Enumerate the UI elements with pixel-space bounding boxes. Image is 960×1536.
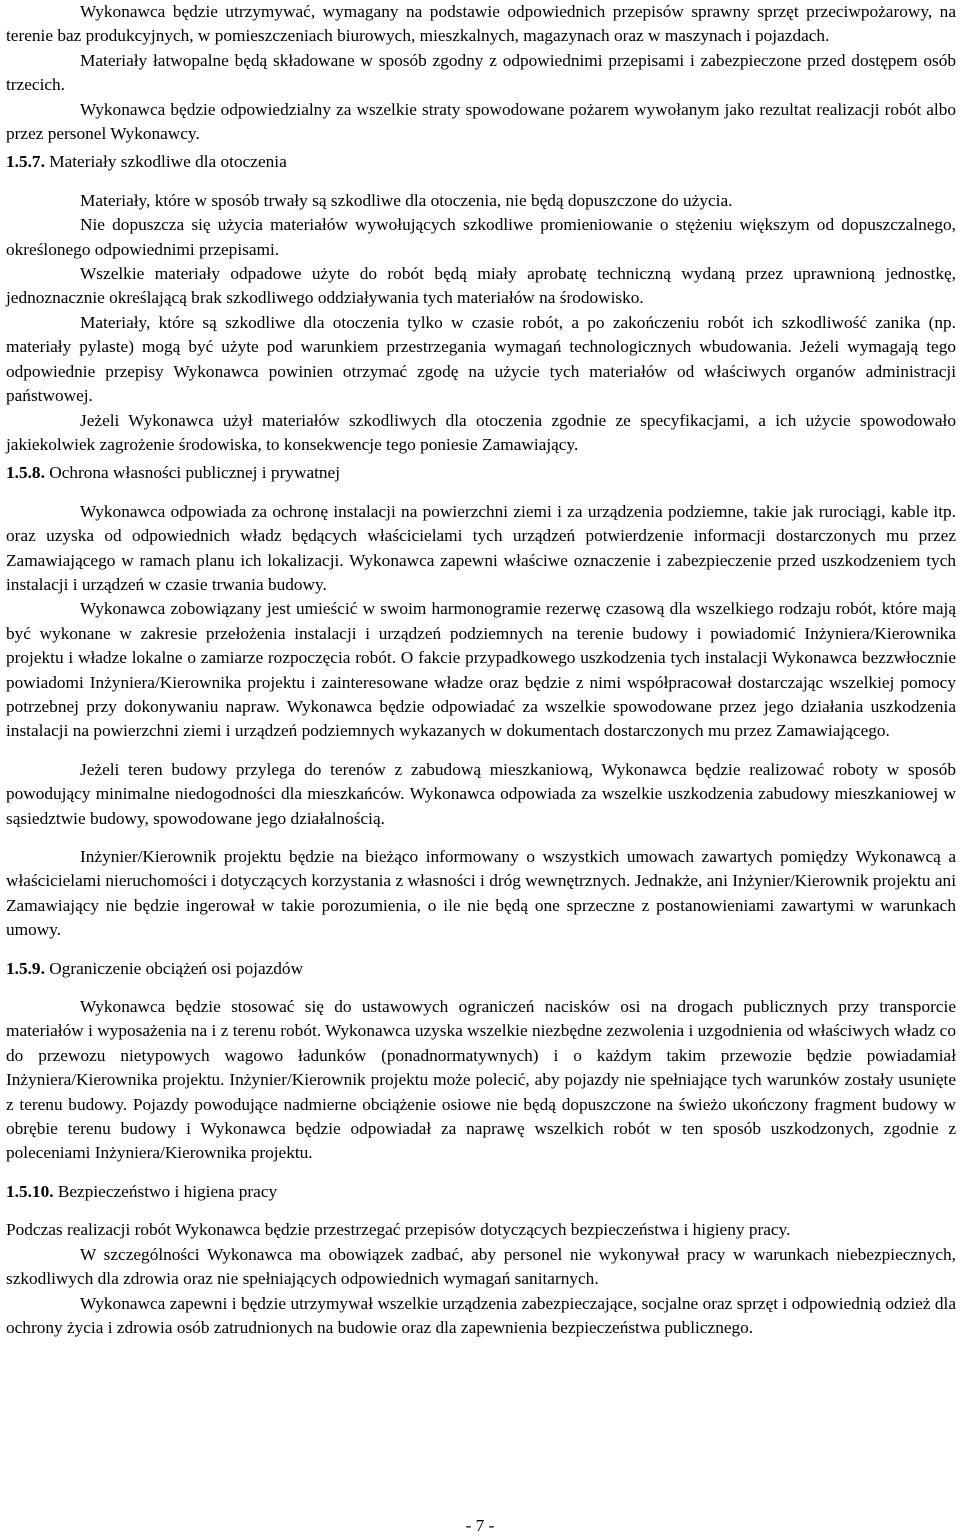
paragraph: Wykonawca będzie utrzymywać, wymagany na podstawie odpowiednich przepisów sprawny sprzęt przeciwpożarowy, na terenie baz produkcyjnych, w pomieszczeniach biurowych, mieszkalnych, magazynach oraz w maszynach i pojazdach. bbox=[6, 2, 956, 46]
paragraph: W szczególności Wykonawca ma obowiązek zadbać, aby personel nie wykonywał pracy w warunkach niebezpiecznych, szkodliwych dla zdrowia oraz nie spełniających odpowiednich wymagań sanitarnych. bbox=[6, 1244, 956, 1289]
section-title: Bezpieczeństwo i higiena pracy bbox=[57, 1181, 278, 1201]
section-number: 1.5.8. bbox=[6, 463, 45, 483]
section-title: Materiały szkodliwe dla otoczenia bbox=[49, 152, 287, 172]
section-heading-1-5-8 bbox=[6, 461, 956, 485]
paragraph: Materiały łatwopalne będą składowane w sposób zgodny z odpowiednimi przepisami i zabezpieczone przed dostępem osób trzecich. bbox=[6, 50, 956, 95]
paragraph: Materiały, które są szkodliwe dla otoczenia tylko w czasie robót, a po zakończeniu robót ich szkodliwość zanika (np. materiały pylaste) mogą być użyte pod warunkiem przestrzegania wymagań technologicznych wbudowania. Jeżeli wymagają tego odpowiednie przepisy Wykonawca powinien otrzymać zgodę na użycie tych materiałów od właściwych organów administracji państwowej. bbox=[6, 312, 956, 406]
section-heading-1-5-9 bbox=[6, 957, 956, 981]
section-heading-1-5-7 bbox=[6, 150, 956, 174]
section-number: 1.5.7. bbox=[6, 152, 45, 172]
paragraph: Wykonawca będzie stosować się do ustawowych ograniczeń nacisków osi na drogach publicznych przy transporcie materiałów i wyposażenia na i z terenu robót. Wykonawca uzyska wszelkie niezbędne zezwolenia i uzgodnienia od właściwych władz co do przewozu nietypowych wagowo ładunków (ponadnormatywnych) i o każdym takim przewozie będzie powiadamiał Inżyniera/Kierownika projektu. Inżynier/Kierownik projektu może polecić, aby pojazdy nie spełniające tych warunków zostały usunięte z terenu budowy. Pojazdy powodujące nadmierne obciążenie osiowe nie będą dopuszczone na świeżo ukończony fragment budowy w obrębie terenu budowy i Wykonawca będzie odpowiadał za naprawę wszelkich robót w ten sposób uszkodzonych, zgodnie z poleceniami Inżyniera/Kierownika projektu. bbox=[6, 997, 956, 1163]
section-title: Ograniczenie obciążeń osi pojazdów bbox=[49, 958, 304, 978]
paragraph: Wykonawca odpowiada za ochronę instalacji na powierzchni ziemi i za urządzenia podziemne, takie jak rurociągi, kable itp. oraz uzyska od odpowiednich władz będących właścicielami tych urządzeń potwierdzenie informacji dostarczonych mu przez Zamawiającego w ramach planu ich lokalizacji. Wykonawca zapewni właściwe oznaczenie i zabezpieczenie przed uszkodzeniem tych instalacji i urządzeń w czasie trwania budowy. bbox=[6, 501, 956, 594]
paragraph: Wykonawca zapewni i będzie utrzymywał wszelkie urządzenia zabezpieczające, socjalne oraz sprzęt i odpowiednią odzież dla ochrony życia i zdrowia osób zatrudnionych na budowie oraz dla zapewnienia bezpieczeństwa publicznego. bbox=[6, 1293, 956, 1337]
section-number: 1.5.10. bbox=[6, 1181, 54, 1201]
paragraph: Inżynier/Kierownik projektu będzie na bieżąco informowany o wszystkich umowach zawartych pomiędzy Wykonawcą a właścicielami nieruchomości i dotyczących korzystania z własności i dróg wewnętrznych. Jednakże, ani Inżynier/Kierownik projektu ani Zamawiający nie będzie ingerował w takie porozumienia, o ile nie będą one sprzeczne z postanowieniami zawartymi w warunkach umowy. bbox=[6, 847, 956, 940]
paragraph: Materiały, które w sposób trwały są szkodliwe dla otoczenia, nie będą dopuszczone do użycia. bbox=[80, 190, 733, 210]
paragraph: Podczas realizacji robót Wykonawca będzie przestrzegać przepisów dotyczących bezpieczeństwa i higieny pracy. bbox=[6, 1220, 791, 1240]
section-title: Ochrona własności publicznej i prywatnej bbox=[49, 463, 341, 483]
paragraph: Jeżeli teren budowy przylega do terenów z zabudową mieszkaniową, Wykonawca będzie realizować roboty w sposób powodujący minimalne niedogodności dla mieszkańców. Wykonawca odpowiada za wszelkie uszkodzenia zabudowy mieszkaniowej w sąsiedztwie budowy, spowodowane jego działalnością. bbox=[6, 759, 956, 828]
paragraph: Wykonawca będzie odpowiedzialny za wszelkie straty spowodowane pożarem wywołanym jako rezultat realizacji robót albo przez personel Wykonawcy. bbox=[6, 99, 956, 144]
paragraph: Wykonawca zobowiązany jest umieścić w swoim harmonogramie rezerwę czasową dla wszelkiego rodzaju robót, które mają być wykonane w zakresie przełożenia instalacji i urządzeń podziemnych na terenie budowy i powiadomić Inżyniera/Kierownika projektu i władze lokalne o zamiarze rozpoczęcia robót. O fakcie przypadkowego uszkodzenia tych instalacji Wykonawca bezzwłocznie powiadomi Inżyniera/Kierownika projektu i zainteresowane władze oraz będzie z nimi współpracował dostarczając wszelkiej pomocy potrzebnej przy dokonywaniu napraw. Wykonawca będzie odpowiadać za wszelkie spowodowane przez jego działania uszkodzenia instalacji na powierzchni ziemi i urządzeń podziemnych wykazanych w dokumentach dostarczonych mu przez Zamawiającego. bbox=[6, 599, 956, 741]
section-number: 1.5.9. bbox=[6, 958, 45, 978]
paragraph: Wszelkie materiały odpadowe użyte do robót będą miały aprobatę techniczną wydaną przez uprawnioną jednostkę, jednoznacznie określającą brak szkodliwego oddziaływania tych materiałów na środowisko. bbox=[6, 264, 956, 308]
page-number: - 7 - bbox=[465, 1516, 495, 1535]
paragraph: Nie dopuszcza się użycia materiałów wywołujących szkodliwe promieniowanie o stężeniu większym od dopuszczalnego, określonego odpowiednimi przepisami. bbox=[6, 215, 956, 259]
paragraph: Jeżeli Wykonawca użył materiałów szkodliwych dla otoczenia zgodnie ze specyfikacjami, a ich użycie spowodowało jakiekolwiek zagrożenie środowiska, to konsekwencje tego poniesie Zamawiający. bbox=[6, 410, 956, 454]
section-heading-1-5-10 bbox=[6, 1180, 956, 1204]
document-page bbox=[6, 0, 956, 1340]
